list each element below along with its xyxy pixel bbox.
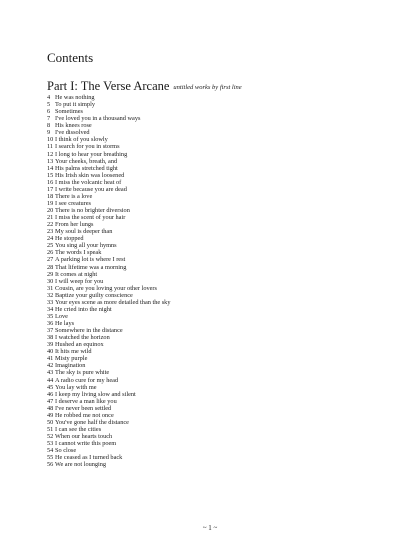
entry-page-number: 42	[47, 362, 54, 370]
entry-title: I keep my living slow and silent	[55, 390, 136, 398]
entry-page-number: 27	[47, 256, 54, 264]
contents-entry	[47, 412, 377, 419]
entry-title: There is no brighter diversion	[55, 207, 130, 214]
contents-entry	[47, 285, 377, 292]
entry-page-number: 31	[47, 284, 54, 292]
contents-entry	[47, 271, 377, 278]
entry-page-number: 50	[47, 418, 54, 426]
entry-title: So close	[55, 447, 77, 455]
contents-entry	[47, 151, 377, 158]
entry-page-number: 12	[47, 150, 54, 158]
contents-entry	[47, 313, 377, 320]
contents-entry	[47, 143, 377, 150]
entry-title: Imagination	[55, 362, 86, 370]
entry-title: A parking lot is where I rest	[55, 256, 126, 264]
entry-title: His palms stretched tight	[55, 164, 118, 172]
contents-entry	[47, 341, 377, 348]
entry-page-number: 47	[47, 397, 54, 405]
part-title: Part I: The Verse Arcane	[47, 79, 170, 93]
entry-page-number: 56	[47, 461, 54, 469]
entry-title: The sky is pure white	[55, 369, 110, 377]
entry-page-number: 54	[47, 447, 54, 455]
entry-title: Your eyes scene as more detailed than the sky	[55, 298, 171, 306]
entry-title: I've loved you in a thousand ways	[55, 115, 141, 123]
entry-page-number: 9	[47, 129, 51, 137]
entry-page-number: 43	[47, 369, 54, 377]
contents-entry	[47, 299, 377, 306]
contents-entry	[47, 398, 377, 405]
entry-title: He robbed me not once	[55, 411, 114, 419]
entry-title: Your cheeks, breath, and	[55, 157, 118, 165]
entry-page-number: 44	[47, 376, 54, 384]
entry-page-number: 41	[47, 355, 54, 363]
contents-entry	[47, 447, 377, 454]
contents-entry	[47, 115, 377, 122]
contents-entry	[47, 200, 377, 207]
entry-title: He cried into the night	[55, 305, 112, 313]
entry-page-number: 49	[47, 411, 54, 419]
entry-title: I miss the volcanic heat of	[55, 178, 122, 186]
entry-title: You've gone half the distance	[55, 418, 129, 426]
entry-page-number: 39	[47, 341, 54, 349]
entry-title: My soul is deeper than	[55, 228, 113, 236]
entry-page-number: 26	[47, 249, 54, 257]
entry-page-number: 28	[47, 263, 54, 271]
contents-entry	[47, 186, 377, 193]
entry-title: That lifetime was a morning	[55, 263, 127, 271]
entry-title: It hits me wild	[55, 348, 92, 356]
entry-title: I think of you slowly	[55, 136, 108, 144]
contents-entry	[47, 242, 377, 249]
entry-title: I miss the scent of your hair	[55, 214, 126, 222]
contents-entry	[47, 391, 377, 398]
entry-title: Baptize your guilty conscience	[55, 291, 133, 299]
entry-page-number: 22	[47, 221, 54, 229]
entry-page-number: 32	[47, 291, 54, 299]
contents-entry	[47, 101, 377, 108]
contents-entry	[47, 426, 377, 433]
entry-page-number: 4	[47, 94, 51, 101]
entry-title: He ceased as I turned back	[55, 454, 123, 462]
contents-entry	[47, 108, 377, 115]
entry-title: A radio cure for my head	[55, 376, 119, 384]
entry-title: I cannot write this poem	[55, 440, 117, 448]
contents-entry	[47, 355, 377, 362]
entry-page-number: 40	[47, 348, 54, 356]
entry-page-number: 21	[47, 214, 54, 222]
contents-entry	[47, 129, 377, 136]
entry-title: When our hearts touch	[55, 433, 113, 440]
contents-entry	[47, 306, 377, 313]
entry-page-number: 25	[47, 242, 54, 250]
entry-title: The words I speak	[55, 249, 102, 257]
entry-page-number: 24	[47, 235, 54, 243]
contents-entry	[47, 327, 377, 334]
entry-page-number: 46	[47, 390, 54, 398]
entry-page-number: 29	[47, 270, 54, 278]
contents-entry	[47, 419, 377, 426]
contents-entry	[47, 264, 377, 271]
entry-title: It comes at night	[55, 270, 98, 278]
entry-page-number: 37	[47, 327, 54, 335]
contents-entry	[47, 214, 377, 221]
entry-page-number: 19	[47, 199, 54, 207]
contents-entry	[47, 221, 377, 228]
contents-entry	[47, 136, 377, 143]
contents-entry	[47, 384, 377, 391]
entry-title: He stopped	[55, 235, 84, 243]
contents-entry	[47, 179, 377, 186]
entry-page-number: 30	[47, 277, 54, 285]
entry-title: I search for you in storms	[55, 143, 120, 151]
contents-entry	[47, 256, 377, 263]
contents-entry	[47, 172, 377, 179]
entry-page-number: 5	[47, 101, 51, 109]
entry-page-number: 38	[47, 334, 54, 342]
entry-page-number: 7	[47, 115, 51, 123]
entry-title: You sing all your hymns	[55, 242, 117, 250]
contents-list	[47, 94, 377, 468]
entry-title: He lays	[55, 320, 75, 327]
entry-title: I've never been settled	[55, 404, 112, 412]
entry-title: From her lungs	[55, 221, 94, 229]
entry-page-number: 48	[47, 404, 54, 412]
entry-page-number: 55	[47, 454, 54, 462]
entry-page-number: 20	[47, 207, 54, 214]
entry-page-number: 35	[47, 312, 54, 320]
contents-entry	[47, 122, 377, 129]
contents-title: Contents	[47, 50, 94, 65]
entry-title: His knees rose	[55, 122, 92, 130]
entry-page-number: 18	[47, 192, 54, 200]
entry-title: Hushed an equinox	[55, 341, 104, 349]
entry-page-number: 11	[47, 143, 54, 151]
entry-page-number: 34	[47, 305, 54, 313]
contents-entry	[47, 235, 377, 242]
contents-entry	[47, 369, 377, 376]
entry-page-number: 45	[47, 383, 54, 391]
entry-title: Cousin, are you loving your other lovers	[55, 284, 157, 292]
entry-page-number: 6	[47, 108, 51, 116]
contents-entry	[47, 292, 377, 299]
contents-entry	[47, 405, 377, 412]
entry-page-number: 14	[47, 164, 54, 172]
entry-title: I watched the horizon	[55, 334, 110, 342]
entry-title: Misty purple	[55, 355, 88, 363]
part-heading	[47, 79, 242, 95]
page-number: ~ 1 ~	[202, 524, 218, 532]
entry-title: Sometimes	[55, 108, 83, 116]
entry-title: We are not lounging	[55, 461, 107, 469]
part-note: untitled works by first line	[173, 84, 242, 91]
entry-page-number: 33	[47, 298, 54, 306]
contents-entry	[47, 278, 377, 285]
entry-title: I will weep for you	[55, 277, 104, 285]
entry-page-number: 10	[47, 136, 54, 144]
contents-entry	[47, 440, 377, 447]
entry-title: I see creatures	[55, 199, 92, 207]
entry-page-number: 16	[47, 178, 54, 186]
entry-title: There is a love	[55, 192, 93, 200]
contents-entry	[47, 377, 377, 384]
entry-page-number: 15	[47, 171, 54, 179]
contents-entry	[47, 454, 377, 461]
contents-entry	[47, 94, 377, 101]
entry-title: I write because you are dead	[55, 185, 127, 193]
entry-page-number: 52	[47, 433, 54, 440]
contents-entry	[47, 193, 377, 200]
entry-title: I can see the cities	[55, 425, 102, 433]
contents-entry	[47, 249, 377, 256]
entry-title: To put it simply	[55, 101, 95, 109]
entry-title: Love	[55, 312, 68, 320]
contents-entry	[47, 433, 377, 440]
entry-page-number: 51	[47, 425, 54, 433]
contents-entry	[47, 320, 377, 327]
contents-entry	[47, 348, 377, 355]
entry-title: He was nothing	[55, 94, 95, 101]
entry-title: You lay with me	[55, 383, 97, 391]
contents-entry	[47, 228, 377, 235]
entry-title: I deserve a man like you	[55, 397, 117, 405]
entry-title: I long to hear your breathing	[55, 150, 128, 158]
contents-entry	[47, 158, 377, 165]
entry-page-number: 23	[47, 228, 54, 236]
contents-entry	[47, 334, 377, 341]
contents-entry	[47, 461, 377, 468]
entry-title: Somewhere in the distance	[55, 327, 123, 335]
entry-page-number: 13	[47, 157, 54, 165]
entry-title: His Irish skin was loosened	[55, 171, 125, 179]
contents-entry	[47, 165, 377, 172]
entry-page-number: 8	[47, 122, 51, 130]
entry-page-number: 17	[47, 185, 54, 193]
contents-entry	[47, 207, 377, 214]
contents-entry	[47, 362, 377, 369]
entry-page-number: 36	[47, 320, 54, 327]
entry-page-number: 53	[47, 440, 54, 448]
entry-title: I've dissolved	[55, 129, 90, 137]
